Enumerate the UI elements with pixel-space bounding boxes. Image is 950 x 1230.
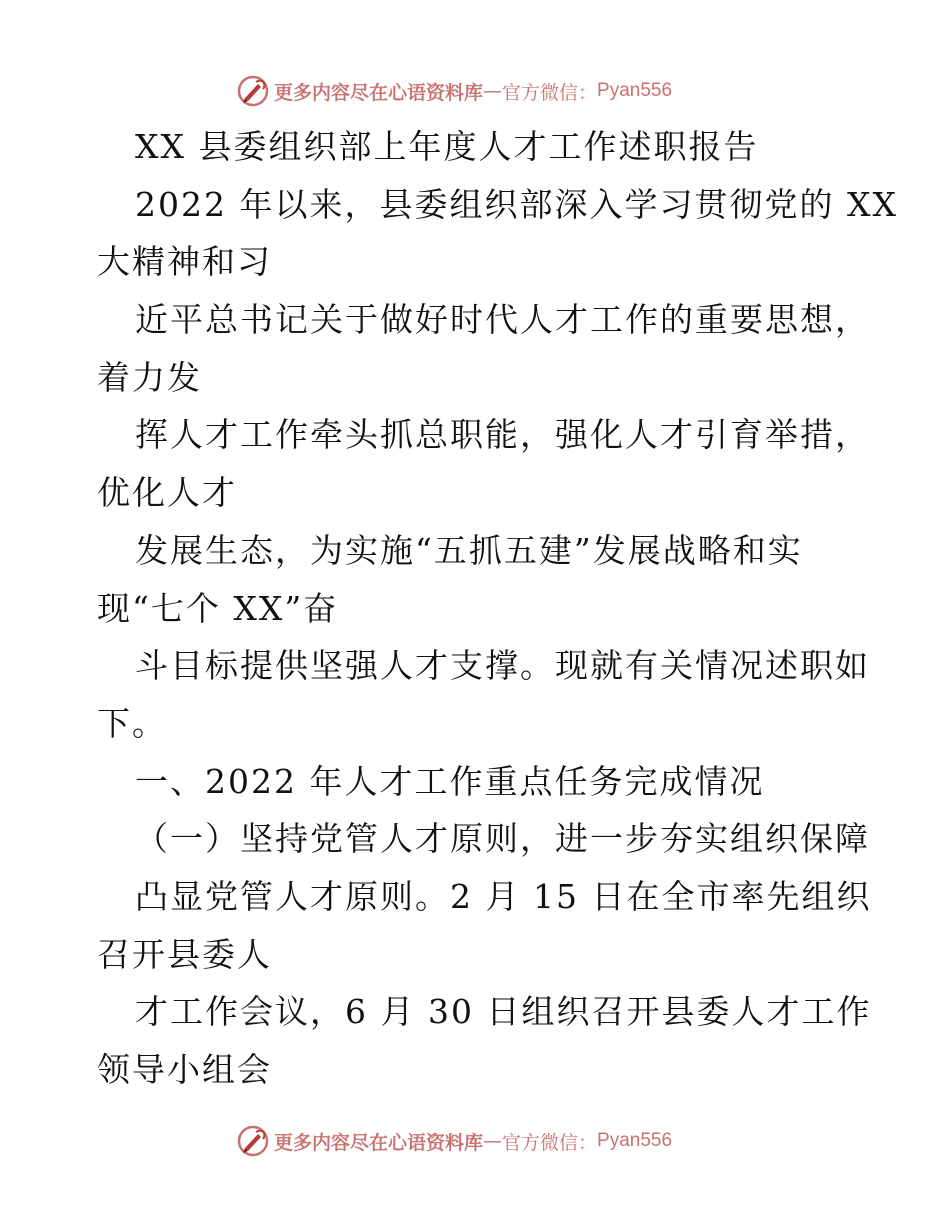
text-line: 着力发 <box>97 357 202 397</box>
watermark-text: 更多内容尽在心语资料库 <box>274 1131 484 1154</box>
text-line: 现“七个 XX”奋 <box>97 588 339 628</box>
document-title: XX 县委组织部上年度人才工作述职报告 <box>135 127 759 166</box>
text-line: 才工作会议，6 月 30 日组织召开县委人才工作 <box>135 992 872 1032</box>
text-line: 2022 年以来，县委组织部深入学习贯彻党的 XX <box>135 184 898 224</box>
watermark-label: 官方微信： <box>502 81 598 104</box>
watermark-label: 官方微信： <box>502 1131 598 1154</box>
text-line: 优化人才 <box>97 473 237 513</box>
watermark-separator: — <box>483 80 503 102</box>
text-line: 发展生态，为实施“五抓五建”发展战略和实 <box>135 530 803 570</box>
pen-logo-icon <box>236 1124 270 1158</box>
section-heading: 一、2022 年人才工作重点任务完成情况 <box>135 761 765 801</box>
watermark-text: 更多内容尽在心语资料库 <box>274 81 484 104</box>
document-body <box>97 118 898 1099</box>
watermark-id: Pyan556 <box>597 1130 673 1151</box>
subsection-heading: （一）坚持党管人才原则，进一步夯实组织保障 <box>135 819 870 859</box>
watermark-id: Pyan556 <box>597 80 673 101</box>
text-line: 近平总书记关于做好时代人才工作的重要思想， <box>135 300 870 340</box>
text-line: 斗目标提供坚强人才支撑。现就有关情况述职如 <box>135 646 870 686</box>
pen-logo-icon <box>236 74 270 108</box>
header-watermark <box>236 73 672 109</box>
watermark-separator: — <box>483 1130 503 1152</box>
text-line: 凸显党管人才原则。2 月 15 日在全市率先组织 <box>135 876 872 916</box>
text-line: 大精神和习 <box>97 242 272 282</box>
text-line: 召开县委人 <box>97 934 272 974</box>
text-line: 领导小组会 <box>97 1050 272 1089</box>
text-line: 挥人才工作牵头抓总职能，强化人才引育举措， <box>135 415 870 455</box>
text-line: 下。 <box>97 703 167 743</box>
footer-watermark <box>236 1123 672 1159</box>
